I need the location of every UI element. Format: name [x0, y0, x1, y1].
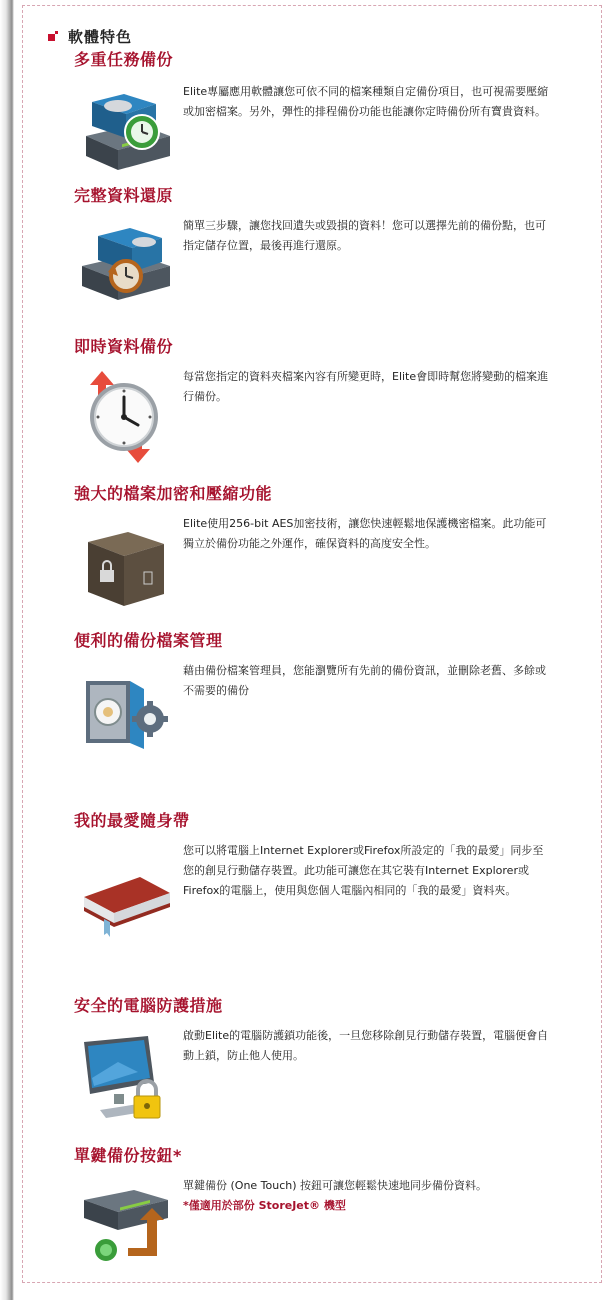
bullet-icon: [48, 31, 58, 41]
feature-favorites-sync: [74, 811, 584, 897]
feature-title: 單鍵備份按鈕*: [74, 1146, 182, 1165]
feature-one-touch: [74, 1146, 584, 1212]
monitor-lock-icon: [78, 1032, 174, 1128]
server-restore-icon: [78, 222, 174, 318]
feature-description-text: 單鍵備份 (One Touch) 按鈕可讓您輕鬆快速地同步備份資料。: [183, 1179, 488, 1192]
feature-description: 藉由備份檔案管理員，您能瀏覽所有先前的備份資訊，並刪除老舊、多餘或不需要的備份: [183, 664, 546, 697]
feature-description: [183, 1176, 551, 1216]
section-header: [48, 26, 132, 46]
server-backup-icon: [78, 84, 174, 180]
feature-description: 簡單三步驟，讓您找回遺失或毀損的資料！您可以選擇先前的備份點，也可指定儲存位置，最後再進行還原。: [183, 219, 546, 252]
feature-description: 您可以將電腦上Internet Explorer或Firefox所設定的「我的最愛」同步至您的創見行動儲存裝置。此功能可讓您在其它裝有Internet Explorer或Firefox的電腦上，使用與您個人電腦內相同的「我的最愛」資料夾。: [183, 844, 544, 897]
feature-note: *僅適用於部份 StoreJet® 機型: [183, 1199, 346, 1212]
feature-full-restore: [74, 186, 584, 252]
clock-sync-icon: [78, 369, 174, 465]
vault-gear-icon: [78, 669, 174, 765]
feature-title: 我的最愛隨身帶: [74, 811, 190, 830]
feature-title: 即時資料備份: [74, 337, 174, 356]
page-shadow: [0, 0, 14, 1300]
feature-backup-manager: [74, 631, 584, 697]
bookmark-book-icon: [78, 855, 174, 951]
one-touch-backup-icon: [78, 1184, 174, 1280]
feature-encryption: [74, 484, 584, 550]
feature-title: 完整資料還原: [74, 186, 174, 205]
feature-title: 強大的檔案加密和壓縮功能: [74, 484, 273, 503]
section-title: 軟體特色: [68, 27, 133, 46]
feature-pc-lock: [74, 996, 584, 1062]
feature-realtime-backup: [74, 337, 584, 403]
feature-title: 便利的備份檔案管理: [74, 631, 223, 650]
feature-description: 啟動Elite的電腦防護鎖功能後，一旦您移除創見行動儲存裝置，電腦便會自動上鎖，防止他人使用。: [183, 1029, 549, 1062]
feature-multi-task-backup: [74, 50, 584, 118]
feature-description: 每當您指定的資料夾檔案內容有所變更時，Elite會即時幫您將變動的檔案進行備份。: [183, 370, 549, 403]
feature-title: 多重任務備份: [74, 50, 174, 69]
feature-title: 安全的電腦防護措施: [74, 996, 223, 1015]
feature-description: Elite專屬應用軟體讓您可依不同的檔案種類自定備份項目，也可視需要壓縮或加密檔案。另外，彈性的排程備份功能也能讓你定時備份所有寶貴資料。: [183, 85, 549, 118]
feature-description: Elite使用256-bit AES加密技術，讓您快速輕鬆地保護機密檔案。此功能可獨立於備份功能之外運作，確保資料的高度安全性。: [183, 517, 547, 550]
locked-box-icon: [78, 524, 174, 620]
